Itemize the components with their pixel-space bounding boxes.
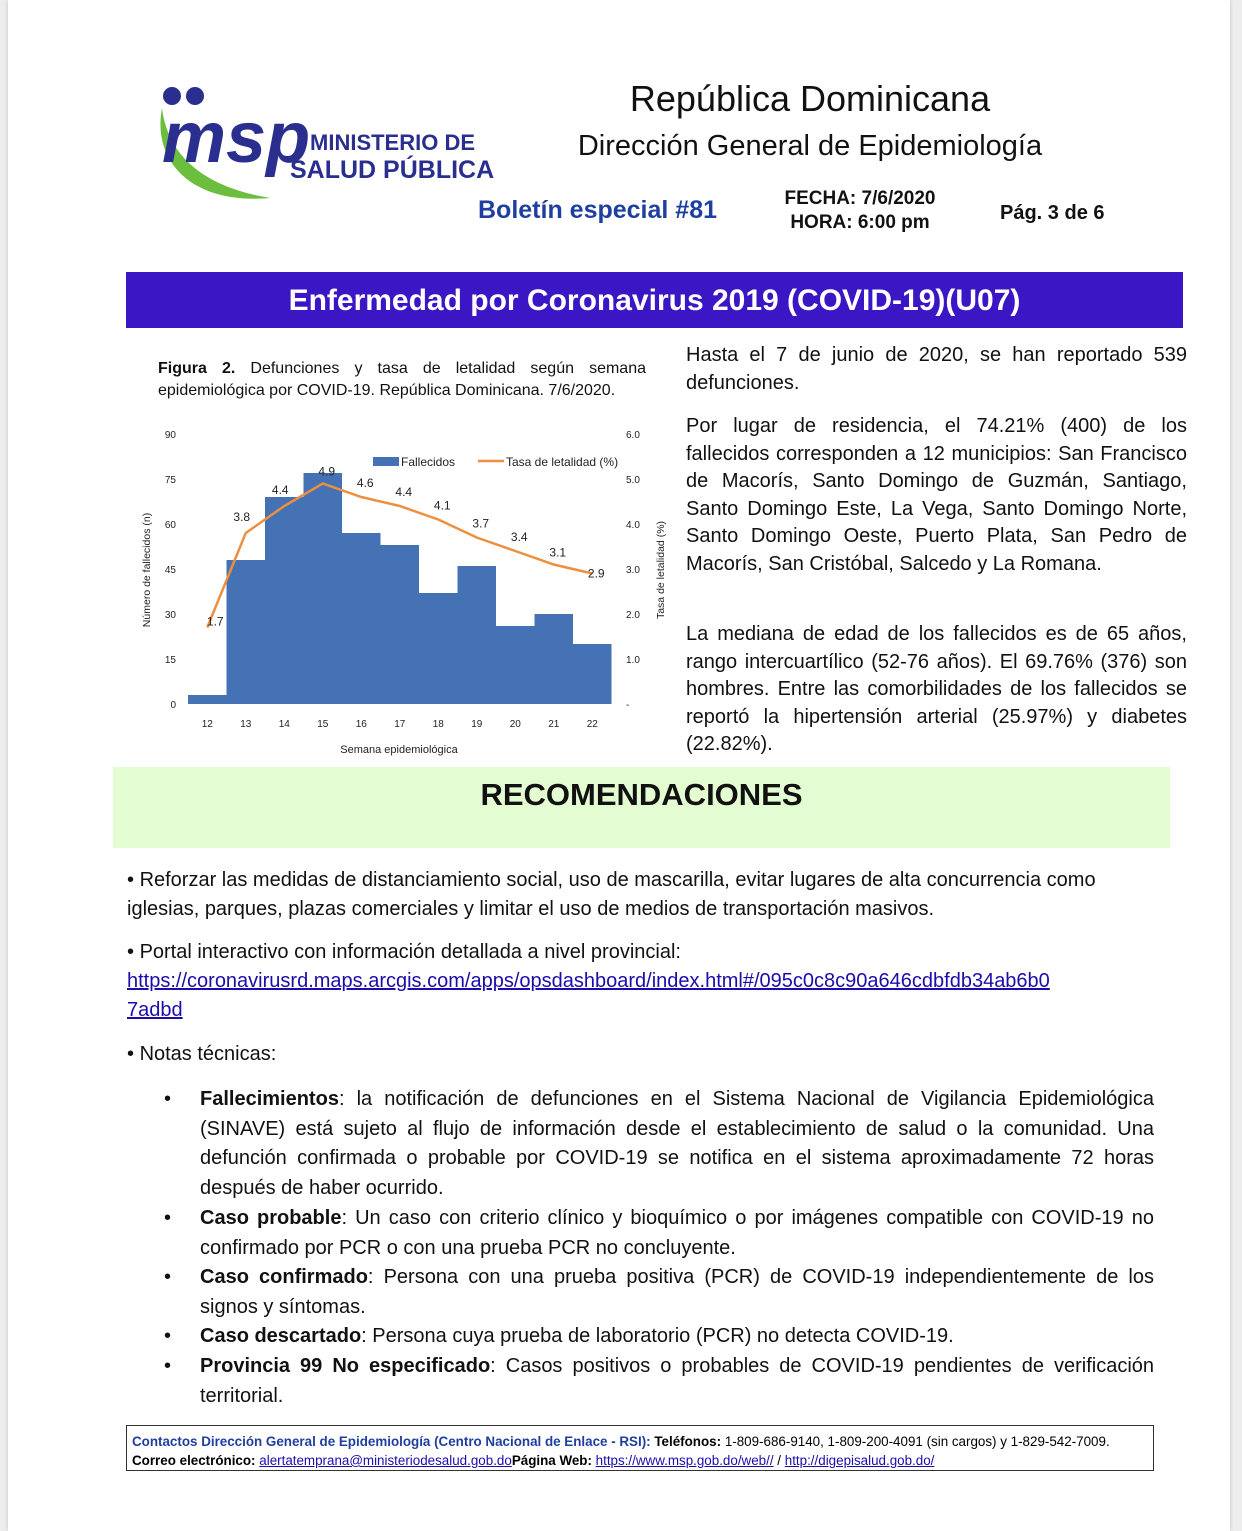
logo-line-1: MINISTERIO DE	[310, 130, 476, 155]
bar-week-16	[342, 533, 381, 704]
x-tick-label: 21	[548, 719, 560, 730]
page-number: Pág. 3 de 6	[1000, 202, 1105, 224]
x-tick-label: 14	[278, 719, 290, 730]
recommendation-1	[127, 866, 1157, 924]
bullet-icon: •	[164, 1088, 172, 1110]
data-label: 4.1	[433, 498, 451, 513]
msp-logo	[150, 80, 495, 205]
note-term: Caso probable	[200, 1207, 342, 1229]
bar-week-12	[188, 695, 227, 704]
y2-tick-label: 1.0	[626, 655, 640, 666]
data-label: 4.4	[271, 483, 289, 497]
x-axis-title: Semana epidemiológica	[340, 744, 458, 756]
paragraph-age: La mediana de edad de los fallecidos es de 65 años, rango intercuartílico (52-76 años). El 69.76% (376) son hombres. Entre las comorbilidades de los fallecidos se reportó la hipertensión arterial (25.97%) y diabetes (22.82%).	[686, 623, 1187, 755]
figure-caption-text: Defunciones y tasa de letalidad según semana epidemiológica por COVID-19. República Dominicana. 7/6/2020.	[158, 360, 647, 399]
data-label: 3.8	[233, 510, 251, 524]
footer-web-link-1[interactable]: https://www.msp.gob.do/web//	[595, 1453, 774, 1468]
bar-week-15	[304, 473, 343, 704]
bar-week-19	[458, 566, 497, 704]
y-tick-label: 0	[170, 700, 176, 711]
legend-swatch-fallecidos	[373, 457, 399, 466]
data-label: 1.7	[206, 614, 224, 629]
footer-email-label: Correo electrónico:	[132, 1453, 256, 1468]
y-tick-label: 15	[164, 655, 176, 666]
y2-tick-label: 6.0	[626, 430, 640, 441]
section-banner: Enfermedad por Coronavirus 2019 (COVID-19)(U07)	[126, 272, 1183, 328]
bar-week-17	[381, 545, 420, 704]
note-desc: : Persona cuya prueba de laboratorio (PCR) no detecta COVID-19.	[361, 1325, 954, 1347]
x-tick-label: 17	[394, 719, 406, 730]
data-label: 3.4	[510, 530, 528, 544]
dashboard-link[interactable]	[127, 970, 1050, 1021]
footer-web-label: Página Web:	[511, 1453, 592, 1468]
bar-week-13	[227, 560, 266, 704]
logo-mark: msp	[162, 98, 311, 178]
y2-axis-title: Tasa de letalidad (%)	[655, 520, 667, 620]
y2-tick-label: 5.0	[626, 475, 640, 486]
data-label: 3.1	[549, 545, 567, 560]
bar-week-22	[573, 644, 612, 704]
x-tick-label: 15	[317, 719, 329, 730]
x-tick-label: 19	[471, 719, 483, 730]
bulletin-time: HORA: 6:00 pm	[790, 212, 930, 233]
note-desc: : la notificación de defunciones en el Sistema Nacional de Vigilancia Epidemiológica (SINAVE) está sujeto al flujo de información desde el establecimiento de salud o la comunidad. Una defunción confirmada o probable por COVID-19 se notifica en el sistema aproximadamente 72 horas después de haber ocurrido.	[200, 1088, 1154, 1199]
recommendation-2-text: Portal interactivo con información detallada a nivel provincial:	[139, 941, 681, 963]
bullet-icon: •	[164, 1266, 172, 1288]
technical-note-2	[164, 1204, 1154, 1263]
bullet-icon: •	[164, 1325, 172, 1347]
recommendation-3-text: Notas técnicas:	[139, 1043, 277, 1065]
y2-tick-label: 4.0	[626, 520, 640, 531]
legend-label-fallecidos: Fallecidos	[401, 455, 456, 469]
note-desc: : Persona con una prueba positiva (PCR) de COVID-19 independientemente de los signos y síntomas.	[200, 1266, 1154, 1318]
recommendations-title: RECOMENDACIONES	[480, 777, 803, 812]
note-term: Provincia 99 No especificado	[200, 1355, 491, 1377]
bullet-icon: •	[127, 1043, 140, 1065]
recommendation-1-text: Reforzar las medidas de distanciamiento social, uso de mascarilla, evitar lugares de alta concurrencia como iglesias, parques, plazas comerciales y limitar el uso de medios de transportación masivos.	[127, 869, 1096, 920]
figure-caption-label: Figura 2.	[158, 360, 236, 377]
recommendations-header	[113, 767, 1170, 848]
footer-label: Contactos Dirección General de Epidemiología (Centro Nacional de Enlace - RSI):	[132, 1434, 651, 1449]
recommendation-2	[127, 938, 1157, 1025]
bullet-icon: •	[127, 941, 140, 963]
x-tick-label: 13	[240, 719, 252, 730]
bullet-icon: •	[164, 1355, 172, 1377]
header-country: República Dominicana	[629, 78, 991, 119]
technical-note-5	[164, 1352, 1155, 1411]
y-tick-label: 45	[164, 565, 176, 576]
x-tick-label: 12	[201, 719, 213, 730]
footer-separator: /	[777, 1453, 782, 1468]
x-tick-label: 20	[509, 719, 521, 730]
technical-note-1	[164, 1085, 1154, 1203]
y-tick-label: 90	[164, 430, 176, 441]
y-tick-label: 30	[164, 610, 176, 621]
data-label: 4.4	[395, 485, 413, 499]
bar-week-21	[535, 614, 574, 704]
bullet-icon: •	[164, 1207, 172, 1229]
data-label: 3.7	[472, 516, 490, 531]
technical-note-3	[164, 1263, 1154, 1322]
bar-week-18	[419, 593, 458, 704]
y-tick-label: 60	[164, 520, 176, 531]
note-desc: : Casos positivos o probables de COVID-19 pendientes de verificación territorial.	[200, 1355, 1155, 1407]
bullet-icon: •	[127, 869, 140, 891]
footer-email-link[interactable]: alertatemprana@ministeriodesalud.gob.do	[259, 1453, 512, 1468]
header-agency: Dirección General de Epidemiología	[577, 130, 1043, 162]
note-term: Caso descartado	[200, 1325, 362, 1347]
data-label: 4.6	[356, 476, 374, 490]
legend-label-letalidad: Tasa de letalidad (%)	[506, 455, 619, 469]
y2-tick-label: 2.0	[626, 610, 640, 621]
logo-line-2: SALUD PÚBLICA	[290, 156, 495, 184]
note-desc: : Un caso con criterio clínico y bioquímico o por imágenes compatible con COVID-19 no confirmado por PCR o con una prueba PCR no concluyente.	[200, 1207, 1154, 1259]
dashboard-link-line-1: https://coronavirusrd.maps.arcgis.com/apps/opsdashboard/index.html#/095c0c8c90a646cdbfdb34ab6b0	[127, 970, 1050, 992]
y2-tick-label: -	[626, 700, 630, 711]
bulletin-date: FECHA: 7/6/2020	[784, 188, 936, 209]
recommendation-3	[127, 1040, 1157, 1069]
y-axis-title: Número de fallecidos (n)	[141, 512, 153, 628]
x-tick-label: 22	[586, 719, 598, 730]
dashboard-link-line-2: 7adbd	[127, 999, 183, 1021]
paragraph-deaths-total: Hasta el 7 de junio de 2020, se han reportado 539 defunciones.	[686, 344, 1187, 394]
figure-caption	[158, 358, 646, 402]
data-label: 4.9	[318, 464, 336, 479]
y2-tick-label: 3.0	[626, 565, 640, 576]
x-tick-label: 18	[432, 719, 444, 730]
deaths-chart	[130, 425, 667, 765]
footer-phones: 1-809-686-9140, 1-809-200-4091 (sin cargos) y 1-829-542-7009.	[724, 1434, 1110, 1449]
bar-series-fallecidos	[188, 473, 612, 704]
note-term: Fallecimientos	[200, 1088, 339, 1110]
contact-footer	[126, 1425, 1154, 1471]
footer-web-link-2[interactable]: http://digepisalud.gob.do/	[784, 1453, 935, 1468]
bulletin-number: Boletín especial #81	[478, 196, 718, 224]
paragraph-residence: Por lugar de residencia, el 74.21% (400) de los fallecidos corresponden a 12 municipios: San Francisco de Macorís, Santo Domingo de Guzmán, Santiago, Santo Domingo Este, La Vega, Santo Domingo Norte, Santo Domingo Oeste, Puerto Plata, San Pedro de Macorís, San Cristóbal, Salcedo y La Romana.	[686, 415, 1187, 575]
x-tick-label: 16	[355, 719, 367, 730]
bar-week-20	[496, 626, 535, 704]
technical-note-4	[164, 1322, 1154, 1352]
data-label: 2.9	[587, 566, 605, 581]
y-tick-label: 75	[164, 475, 176, 486]
footer-phone-label: Teléfonos:	[654, 1434, 722, 1449]
note-term: Caso confirmado	[200, 1266, 368, 1288]
bar-week-14	[265, 497, 304, 704]
